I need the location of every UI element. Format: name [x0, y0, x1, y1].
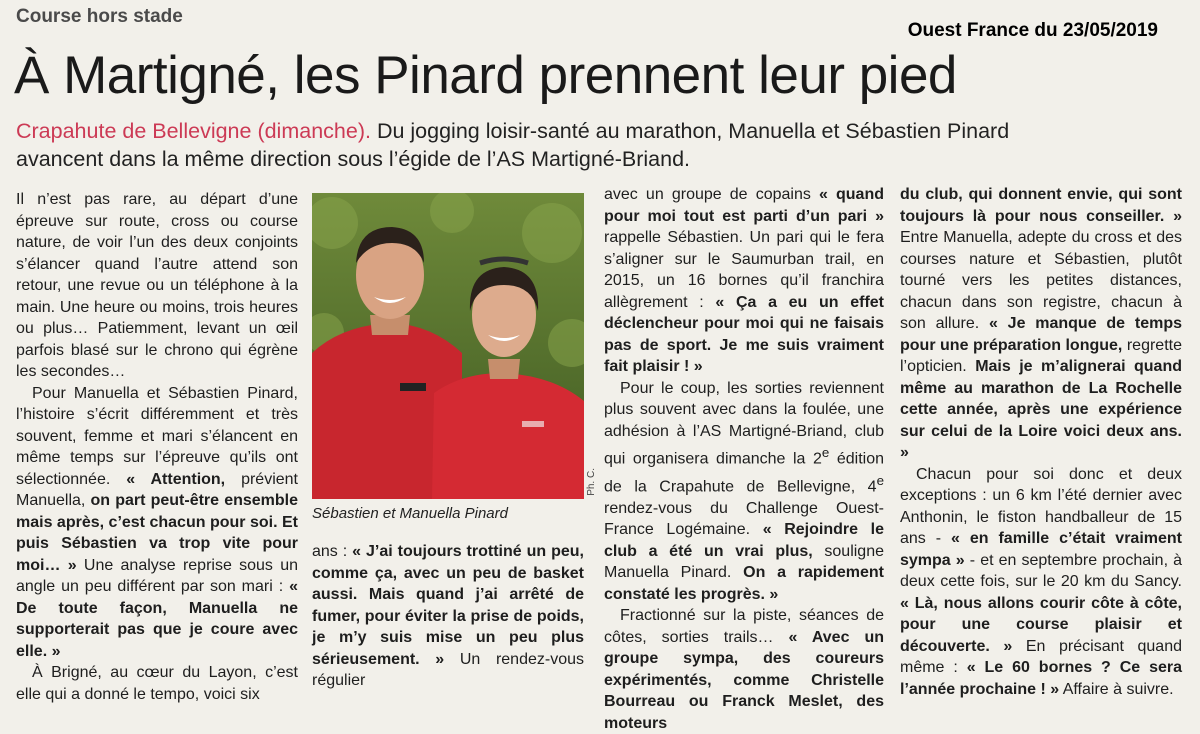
quote-bold: « Là, nous allons courir côte à côte, pour une course plaisir et découverte. »: [900, 594, 1182, 655]
text-run: Chacun pour soi donc et deux exceptions : un 6 km l’été dernier avec Anthonin, le fiston handballeur de 15 ans -: [900, 465, 1182, 547]
quote-bold: « Je manque de temps pour une préparation longue,: [900, 315, 1182, 354]
quote-bold: « Attention,: [126, 470, 226, 488]
lead-paragraph: [16, 117, 1016, 173]
paragraph: [312, 541, 584, 692]
superscript: e: [821, 445, 830, 460]
quote-bold: « Rejoindre le club a été un vrai plus,: [604, 521, 884, 560]
headline: À Martigné, les Pinard prennent leur pied: [14, 46, 957, 105]
text-run: rendez-vous du Challenge Ouest-France Logémaine.: [604, 499, 884, 539]
quote-bold: Mais je m’alignerai quand même au marathon de La Rochelle cette année, après une expérience sur celui de la Loire voici deux ans. »: [900, 358, 1182, 461]
quote-bold: « en famille c’était vraiment sympa »: [900, 530, 1182, 569]
quote-bold: On a rapidement constaté les progrès. »: [604, 564, 885, 603]
quote-bold: « Le 60 bornes ? Ce sera l’année prochaine ! »: [900, 659, 1183, 698]
runners-photo: [312, 193, 584, 499]
quote-bold: « Avec un groupe sympa, des coureurs expérimentés, comme Christelle Bourreau ou Franck Meslet, des moteurs: [604, 628, 884, 732]
text-run: souligne Manuella Pinard.: [604, 542, 884, 582]
text-run: Entre Manuella, adepte du cross et des courses nature et Sébastien, plutôt tourné vers les petites distances, chacun dans son registre, chacun à son allure.: [900, 229, 1182, 332]
text-run: Un rendez-vous régulier: [312, 650, 584, 689]
article-column-3: [604, 184, 884, 734]
paragraph: [604, 378, 884, 606]
quote-bold: « quand pour moi tout est parti d’un pari »: [604, 186, 884, 225]
jersey-logo: [400, 383, 426, 391]
paragraph: À Brigné, au cœur du Layon, c’est elle qui a donné le tempo, voici six: [16, 664, 298, 703]
woman-jersey: [432, 373, 584, 499]
superscript: e: [876, 472, 884, 488]
text-run: En précisant quand même :: [900, 637, 1183, 676]
article-column-4: [900, 184, 1182, 700]
lead-text: Du jogging loisir-santé au marathon, Manuella et Sébastien Pinard avancent dans la même direction sous l’égide de l’AS Martigné-Briand.: [16, 119, 1010, 171]
quote-bold: du club, qui donnent envie, qui sont toujours là pour nous conseiller. »: [900, 186, 1182, 225]
paragraph: [900, 184, 1182, 464]
text-run: Fractionné sur la piste, séances de côtes, sorties trails…: [604, 607, 884, 646]
text-run: édition de la Crapahute de Bellevigne, 4: [604, 450, 884, 496]
quote-bold: « Ça a eu un effet déclencheur pour moi qui ne faisais pas de sport. Je me suis vraiment fait plaisir ! »: [604, 293, 884, 375]
text-run: regrette l’opticien.: [900, 336, 1182, 375]
text-run: ans :: [312, 543, 353, 560]
paragraph: Il n’est pas rare, au départ d’une épreuve sur route, cross ou course nature, de voir l’un des deux conjoints s’élancer quand l’autre attend son retour, une revue ou un téléphone à la main. Une heure ou moins, trois heures ou plus… Patiemment, levant un œil parfois blasé sur le chrono qui égrène les secondes…: [16, 191, 298, 380]
article-column-1: [16, 189, 298, 705]
text-run: prévient Manuella,: [16, 470, 299, 509]
paragraph: [900, 464, 1182, 701]
source-date: Ouest France du 23/05/2019: [907, 20, 1158, 41]
text-run: Une analyse reprise sous un angle un peu différent par son mari :: [16, 556, 298, 595]
paragraph: [604, 605, 884, 734]
quote-bold: on part peut-être ensemble mais après, c’est chacun pour soi. Et puis Sébastien va trop vite pour moi… »: [16, 492, 299, 574]
text-run: - et en septembre prochain, à deux cette fois, sur le 20 km du Sancy.: [900, 551, 1182, 590]
quote-bold: « J’ai toujours trottiné un peu, comme ça, avec un peu de basket aussi. Mais quand j’ai arrêté de fumer, pour éviter la prise de poids, je m’y suis mise un peu plus sérieusement. »: [312, 543, 584, 668]
text-run: Affaire à suivre.: [1059, 680, 1174, 698]
text-run: avec un groupe de copains: [604, 186, 819, 203]
quote-bold: « De toute façon, Manuella ne supporterait pas que je coure avec elle. »: [16, 578, 298, 660]
text-run: Pour Manuella et Sébastien Pinard, l’histoire s’écrit différemment et très souvent, femme et mari s’élancent en même temps sur l’épreuve qu’ils ont sélectionnée.: [16, 384, 298, 488]
article-column-2: [312, 541, 584, 692]
paragraph: [16, 383, 298, 663]
photo-caption: Sébastien et Manuella Pinard: [312, 505, 508, 522]
text-run: rappelle Sébastien. Un pari qui le fera s’aligner sur le Saumurban trail, en 2015, un 16 bornes qu’il franchira allègrement :: [604, 229, 884, 311]
lead-kicker: Crapahute de Bellevigne (dimanche).: [16, 119, 371, 143]
photo-credit: Ph. C.: [586, 468, 597, 496]
section-rubric: Course hors stade: [16, 6, 183, 27]
paragraph: [604, 184, 884, 378]
text-run: Pour le coup, les sorties reviennent plus souvent avec dans la foulée, une adhésion à l’AS Martigné-Briand, club qui organisera dimanche la 2: [604, 379, 884, 468]
